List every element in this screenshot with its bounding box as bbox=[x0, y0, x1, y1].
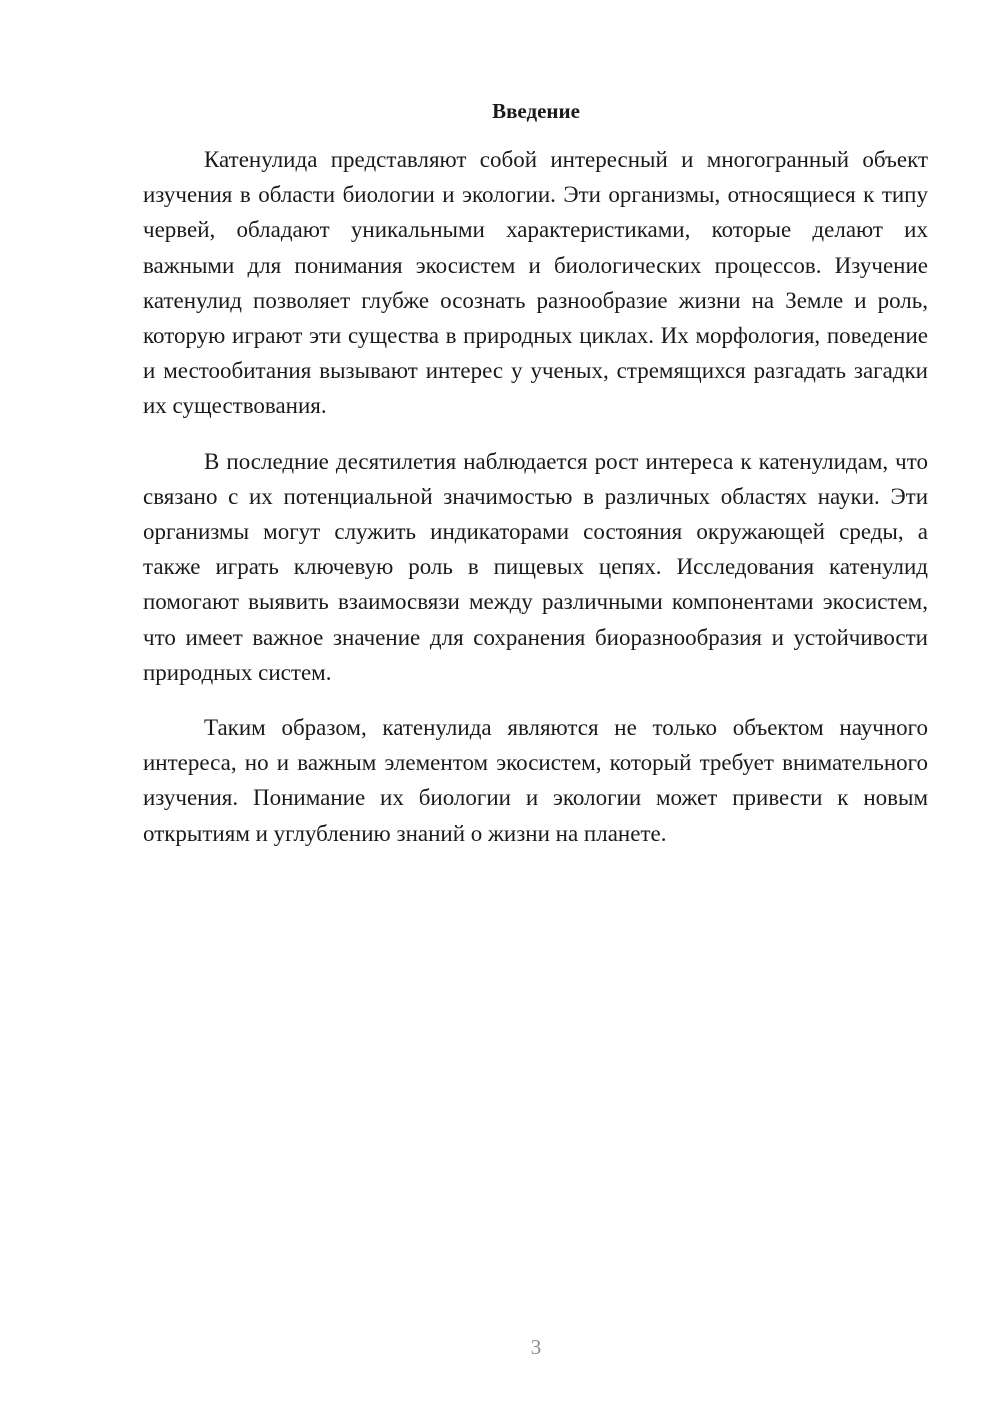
body-text bbox=[143, 142, 928, 871]
paragraph-3: Таким образом, катенулида являются не только объектом научного интереса, но и важным элементом экосистем, который требует внимательного изучения. Понимание их биологии и экологии может привести к новым открытиям и углублению знаний о жизни на планете. bbox=[143, 715, 928, 846]
paragraph-1: Катенулида представляют собой интересный и многогранный объект изучения в области биологии и экологии. Эти организмы, относящиеся к типу червей, обладают уникальными характеристиками, которые делают их важными для понимания экосистем и биологических процессов. Изучение катенулид позволяет глубже осознать разнообразие жизни на Земле и роль, которую играют эти существа в природных циклах. Их морфология, поведение и местообитания вызывают интерес у ученых, стремящихся разгадать загадки их существования. bbox=[143, 147, 928, 419]
paragraph-2: В последние десятилетия наблюдается рост интереса к катенулидам, что связано с их потенциальной значимостью в различных областях науки. Эти организмы могут служить индикаторами состояния окружающей среды, а также играть ключевую роль в пищевых цепях. Исследования катенулид помогают выявить взаимосвязи между различными компонентами экосистем, что имеет важное значение для сохранения биоразнообразия и устойчивости природных систем. bbox=[143, 448, 928, 685]
section-title: Введение bbox=[492, 99, 580, 123]
page-number: 3 bbox=[530, 1335, 542, 1359]
